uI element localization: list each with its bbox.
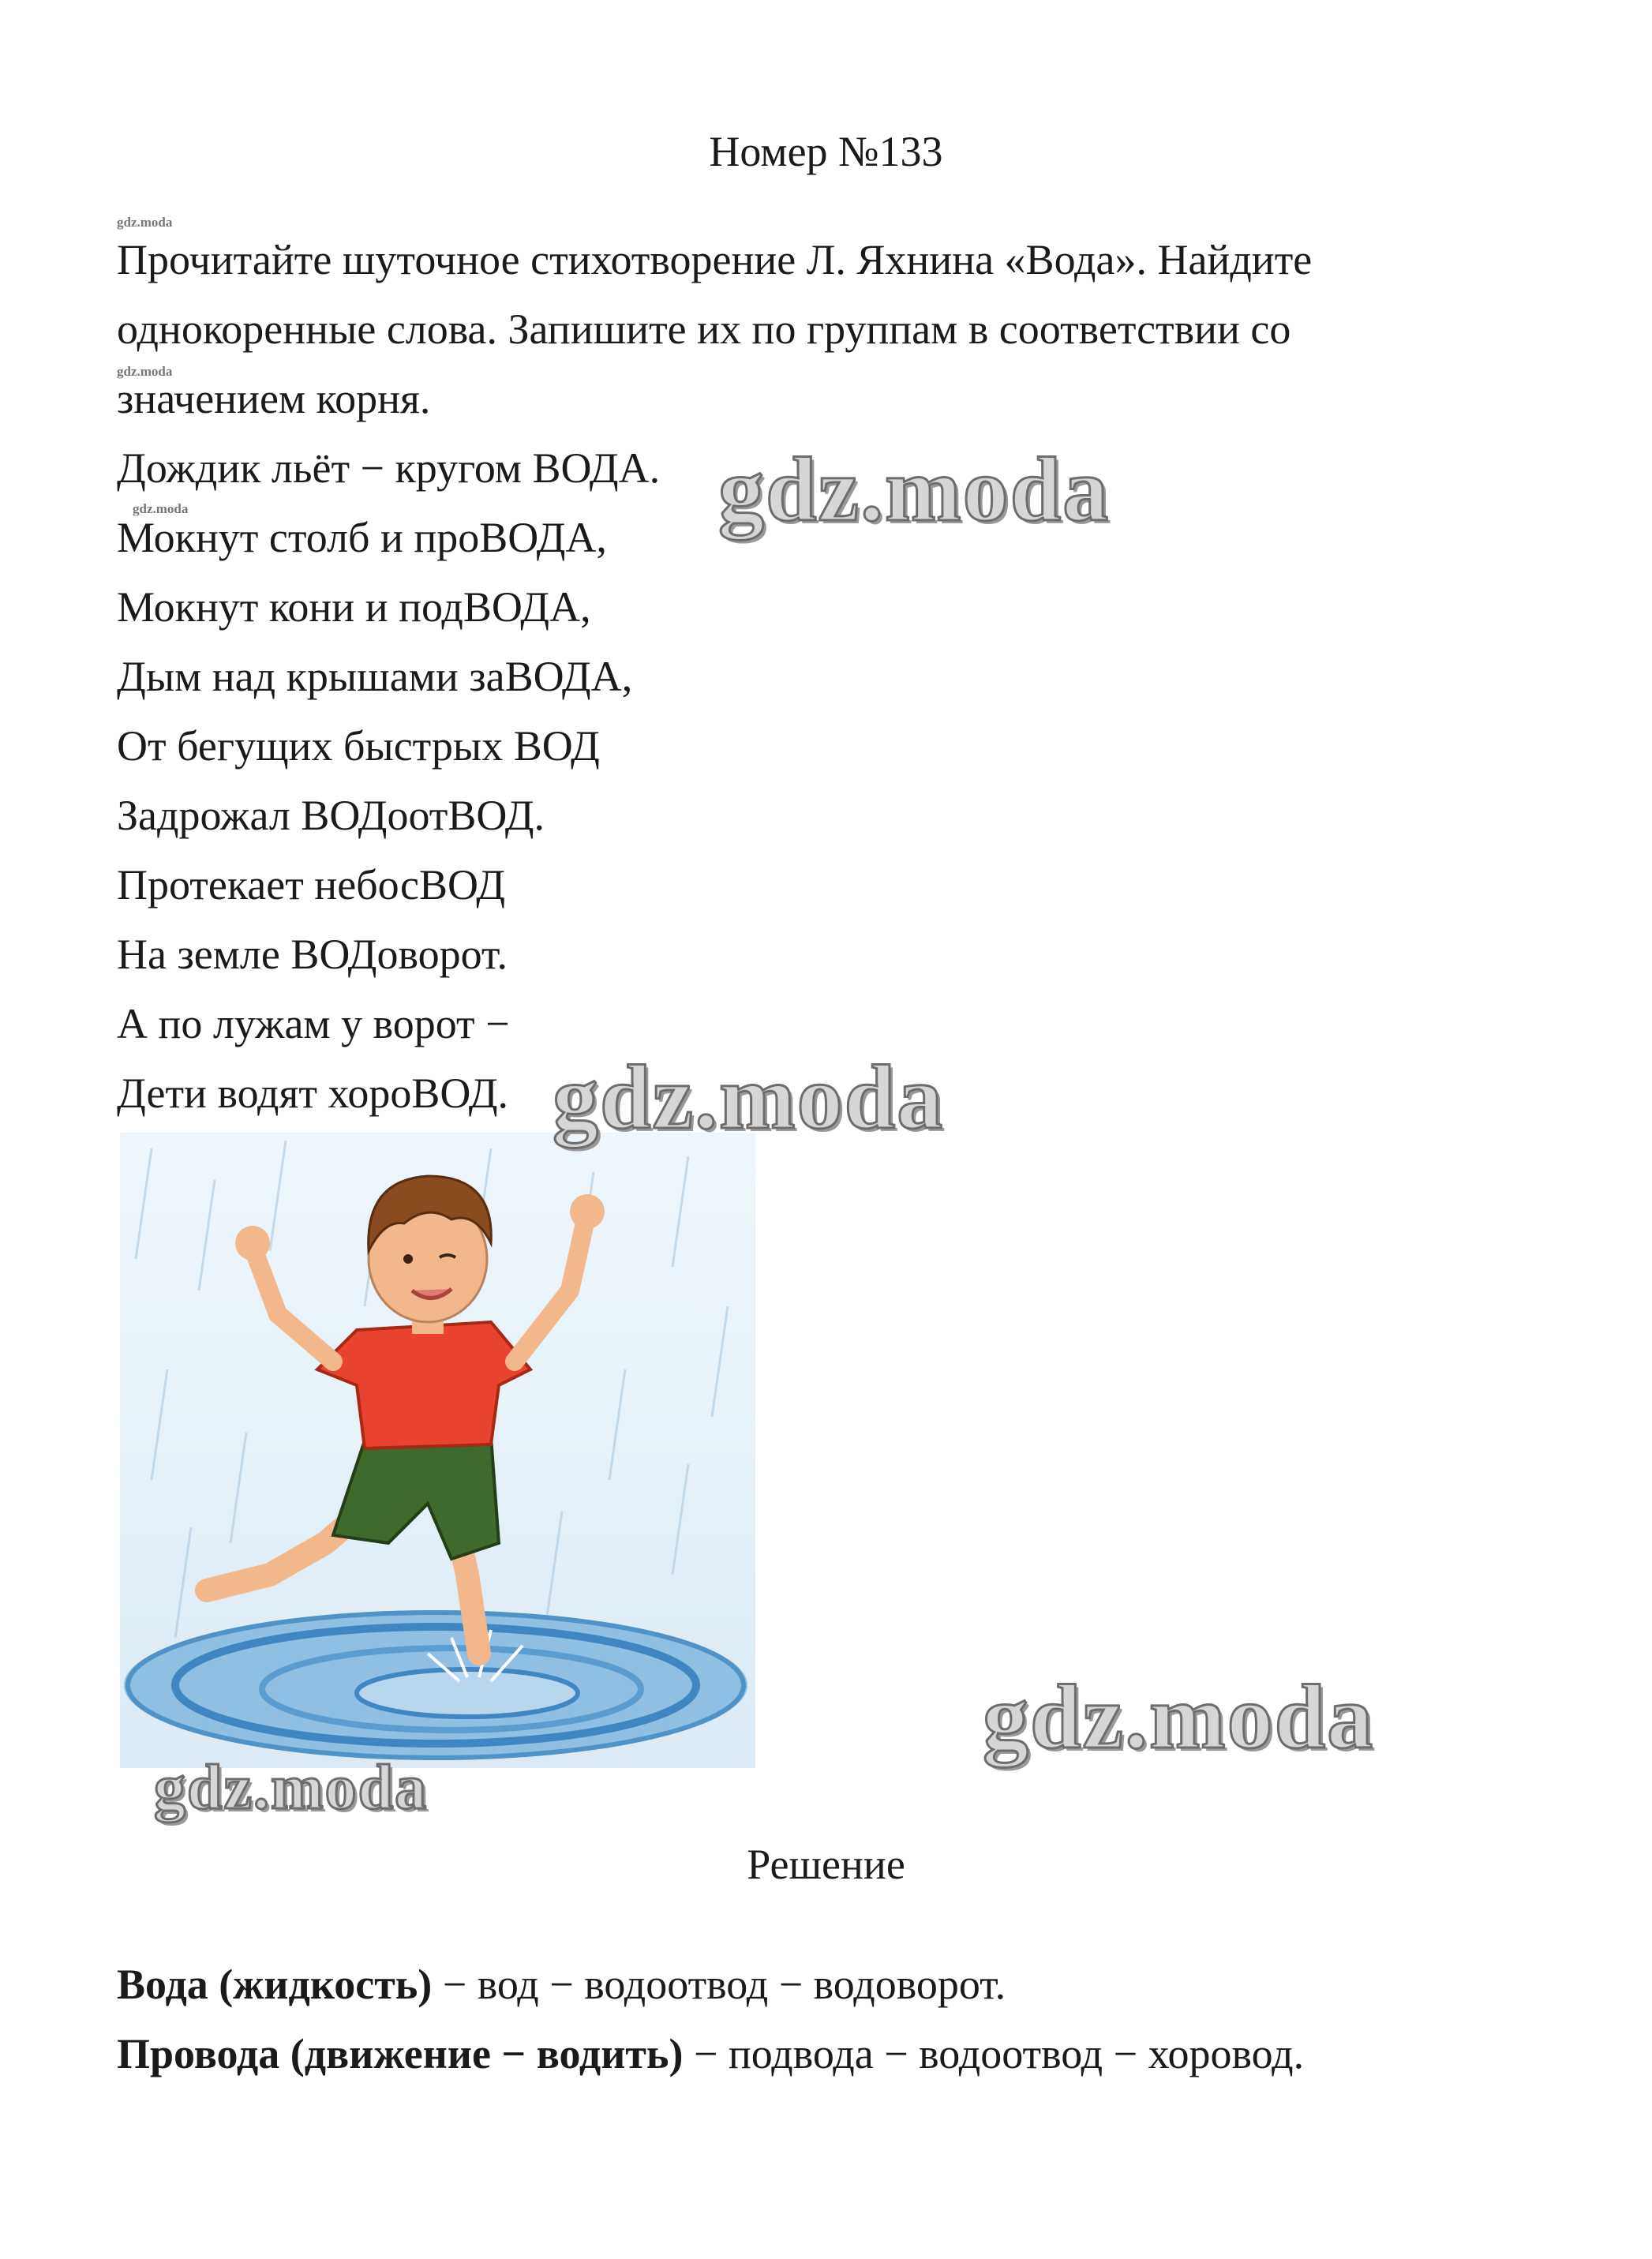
task-line: однокоренные слова. Запишите их по группам в соответствии со <box>117 305 1291 353</box>
boy-in-rain-illustration <box>120 1133 755 1768</box>
red-shirt <box>317 1322 530 1448</box>
poem-line: Дождик льёт − кругом ВОДА. <box>117 444 661 492</box>
answer-group-words: − подвода − водоотвод − хоровод. <box>683 2030 1305 2077</box>
puddle <box>124 1610 747 1760</box>
answer-row <box>117 2019 1304 2089</box>
poem-line: Мокнут кони и подВОДА, <box>117 583 591 631</box>
task-text <box>117 225 1538 433</box>
watermark-large: gdz.moda <box>553 1047 945 1148</box>
eye-icon <box>403 1254 413 1264</box>
task-line: значением корня. <box>117 375 431 422</box>
left-hand <box>235 1226 270 1261</box>
poem-line: Задрожал ВОДоотВОД. <box>117 792 545 839</box>
watermark-large: gdz.moda <box>154 1753 429 1823</box>
answer-group-label: Вода (жидкость) <box>117 1961 433 2008</box>
task-line: Прочитайте шуточное стихотворение Л. Яхнина «Вода». Найдите <box>117 236 1313 283</box>
left-arm <box>254 1251 333 1362</box>
poem-line: На земле ВОДоворот. <box>117 931 508 978</box>
poem-line: Протекает небосВОД <box>117 861 506 908</box>
poem-line: Дети водят хороВОД. <box>117 1070 509 1117</box>
poem-line: От бегущих быстрых ВОД <box>117 722 600 770</box>
watermark-large: gdz.moda <box>983 1667 1375 1768</box>
poem-line: А по лужам у ворот − <box>117 1000 510 1047</box>
watermark-small: gdz.moda <box>117 215 173 230</box>
watermark-small: gdz.moda <box>133 501 189 516</box>
answer-group-words: − вод − водоотвод − водоворот. <box>432 1961 1006 2008</box>
watermark-small: gdz.moda <box>117 364 173 379</box>
answer-group-label: Провода (движение − водить) <box>117 2030 684 2077</box>
right-hand <box>570 1194 605 1229</box>
solution-answers <box>117 1950 1304 2089</box>
page-title: Номер №133 <box>709 128 943 175</box>
solution-title: Решение <box>747 1841 905 1888</box>
answer-row <box>117 1950 1304 2019</box>
poem <box>117 433 660 1128</box>
boy-in-rain-drawing <box>120 1133 755 1768</box>
poem-line: Мокнут столб и проВОДА, <box>117 514 607 561</box>
green-shorts <box>333 1437 499 1559</box>
right-arm <box>515 1219 586 1362</box>
watermark-large: gdz.moda <box>718 440 1111 541</box>
poem-line: Дым над крышами заВОДА, <box>117 653 633 700</box>
